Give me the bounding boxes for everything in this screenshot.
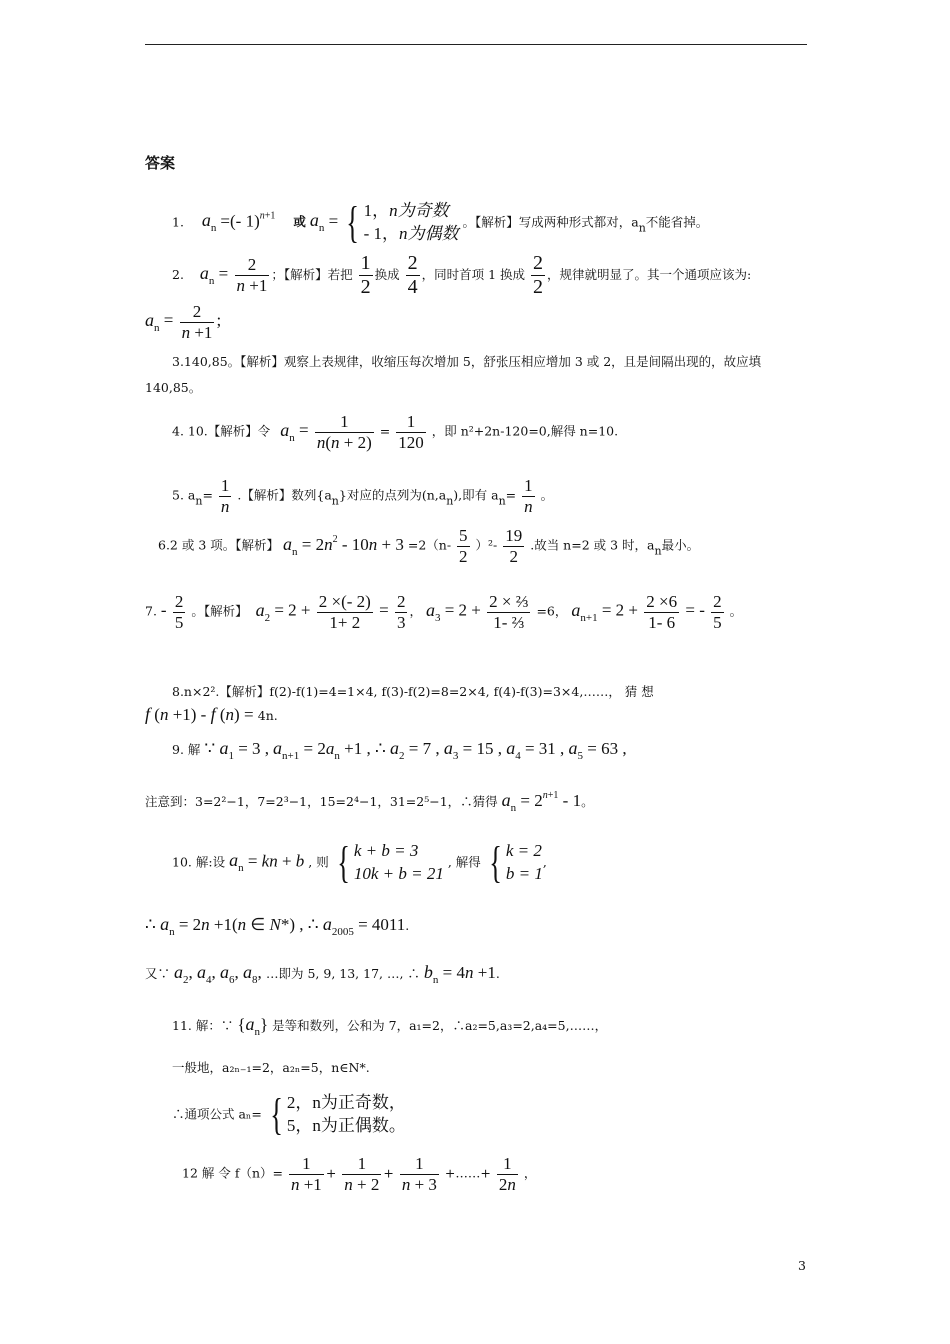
answer-11-formula: ∴通项公式 aₙ= { 2，n为正奇数， 5，n为正偶数。	[172, 1089, 406, 1139]
answers-heading: 答案	[145, 154, 176, 172]
answer-3: 3.140,85。【解析】观察上表规律，收缩压每次增加 5，舒张压相应增加 3 或 2，且是间隔出现的，故应填	[172, 354, 762, 369]
answer-12: 12 解 令 f（n）= $\frac{1}{n +1}$ + $\frac{1}{n + 2}$ + $\frac{1}{n + 3}$ +……+ $\frac{1}{2n}$ ，	[182, 1154, 537, 1194]
answer-9: 9. 解 ∵ $a_1 = 3$ , $a_{n+1} = 2a_n +1$ , ∴ $a_2 = 7$ , $a_3 = 15$ , $a_4 = 31$ , $a_5 = 63$ ,	[172, 738, 627, 762]
answer-9-cont: 注意到：3=2²−1，7=2³−1，15=2⁴−1，31=2⁵−1，∴猜得 $a_n = 2^{n+1} - 1$。	[145, 790, 594, 814]
answer-10-cont: ∴ $a_n = 2n +1(n$ ∈ N*) , ∴ $a_{2005} = 4011$.	[145, 914, 410, 938]
answer-6: 6.2 或 3 项。【解析】 $a_n = 2n^2 - 10n + 3 =2(n-$ $\frac{5}{2}$ ）²- $\frac{19}{2}$ .故当 n=2 或 3 时，an最小。	[158, 526, 700, 566]
page-number: 3	[798, 1258, 806, 1273]
answer-3-cont: 140,85。	[145, 380, 202, 395]
answer-7: 7. - $\frac{2}{5}$ 。【解析】 $a_2 = 2$ + $\frac{2 \times(- 2)}{1+ 2}$ = $\frac{2}{3}$ ， $a_3 = 2$ + $\frac{\text{2 × ⅔}}{\text{1- ⅔}}$ =6， $a_{n+1} = 2$ + $\frac{2 \times 6}{1- 6}$ = - $\frac{2}{5}$ 。	[145, 592, 743, 632]
answer-2-formula: $a_n$ = $\frac{2}{n +1}$ ;	[145, 302, 222, 342]
answer-2: 2. $a_n$ = $\frac{2}{n +1}$ ；【解析】若把 $\frac{1}{2}$ 换成 $\frac{2}{4}$ ，同时首项 1 换成 $\frac{2}{2}$ ，规律就明显了。其一个通项应该为:	[172, 252, 752, 298]
answer-11: 11. 解：∵ $\{a_n\}$ 是等和数列，公和为 7，a₁=2，∴a₂=5,a₃=2,a₄=5,……，	[172, 1014, 608, 1038]
answer-11-cont: 一般地，a₂ₙ₋₁=2，a₂ₙ=5，n∈N*.	[172, 1060, 370, 1075]
answer-1: 1. $a_n$ =(- 1)$^{n+1}$ 或 $a_n$ = { 1，n为奇数 - 1，n为偶数 。【解析】写成两种形式都对，an不能省掉。	[172, 197, 709, 247]
answer-4: 4. 10.【解析】令 $a_n$ = $\frac{1}{n(n + 2)}$ = $\frac{1}{120}$ ，即 n²+2n-120=0,解得 n=10.	[172, 412, 619, 452]
answer-10-cont2: 又∵ $a_2$, $a_4$, $a_6$, $a_8$, …即为 5, 9, 13, 17, …, ∴ $b_n = 4n +1$.	[145, 962, 500, 986]
answer-8: 8.n×2².【解析】f(2)-f(1)=4=1×4, f(3)-f(2)=8=2×4, f(4)-f(3)=3×4,……， 猜 想	[172, 684, 654, 699]
answer-8-cont: f (n +1) - f (n) = 4n.	[145, 704, 278, 724]
answer-5: 5. an= $\frac{1}{n}$ .【解析】数列{an}对应的点列为(n,an),即有 an= $\frac{1}{n}$ 。	[172, 476, 554, 516]
answer-10: 10. 解:设 $a_n$ = kn + b , 则 { k + b = 3 10k + b = 21 , 解得 { k = 2 b = 1 ,	[172, 837, 547, 887]
header-rule	[145, 44, 807, 45]
